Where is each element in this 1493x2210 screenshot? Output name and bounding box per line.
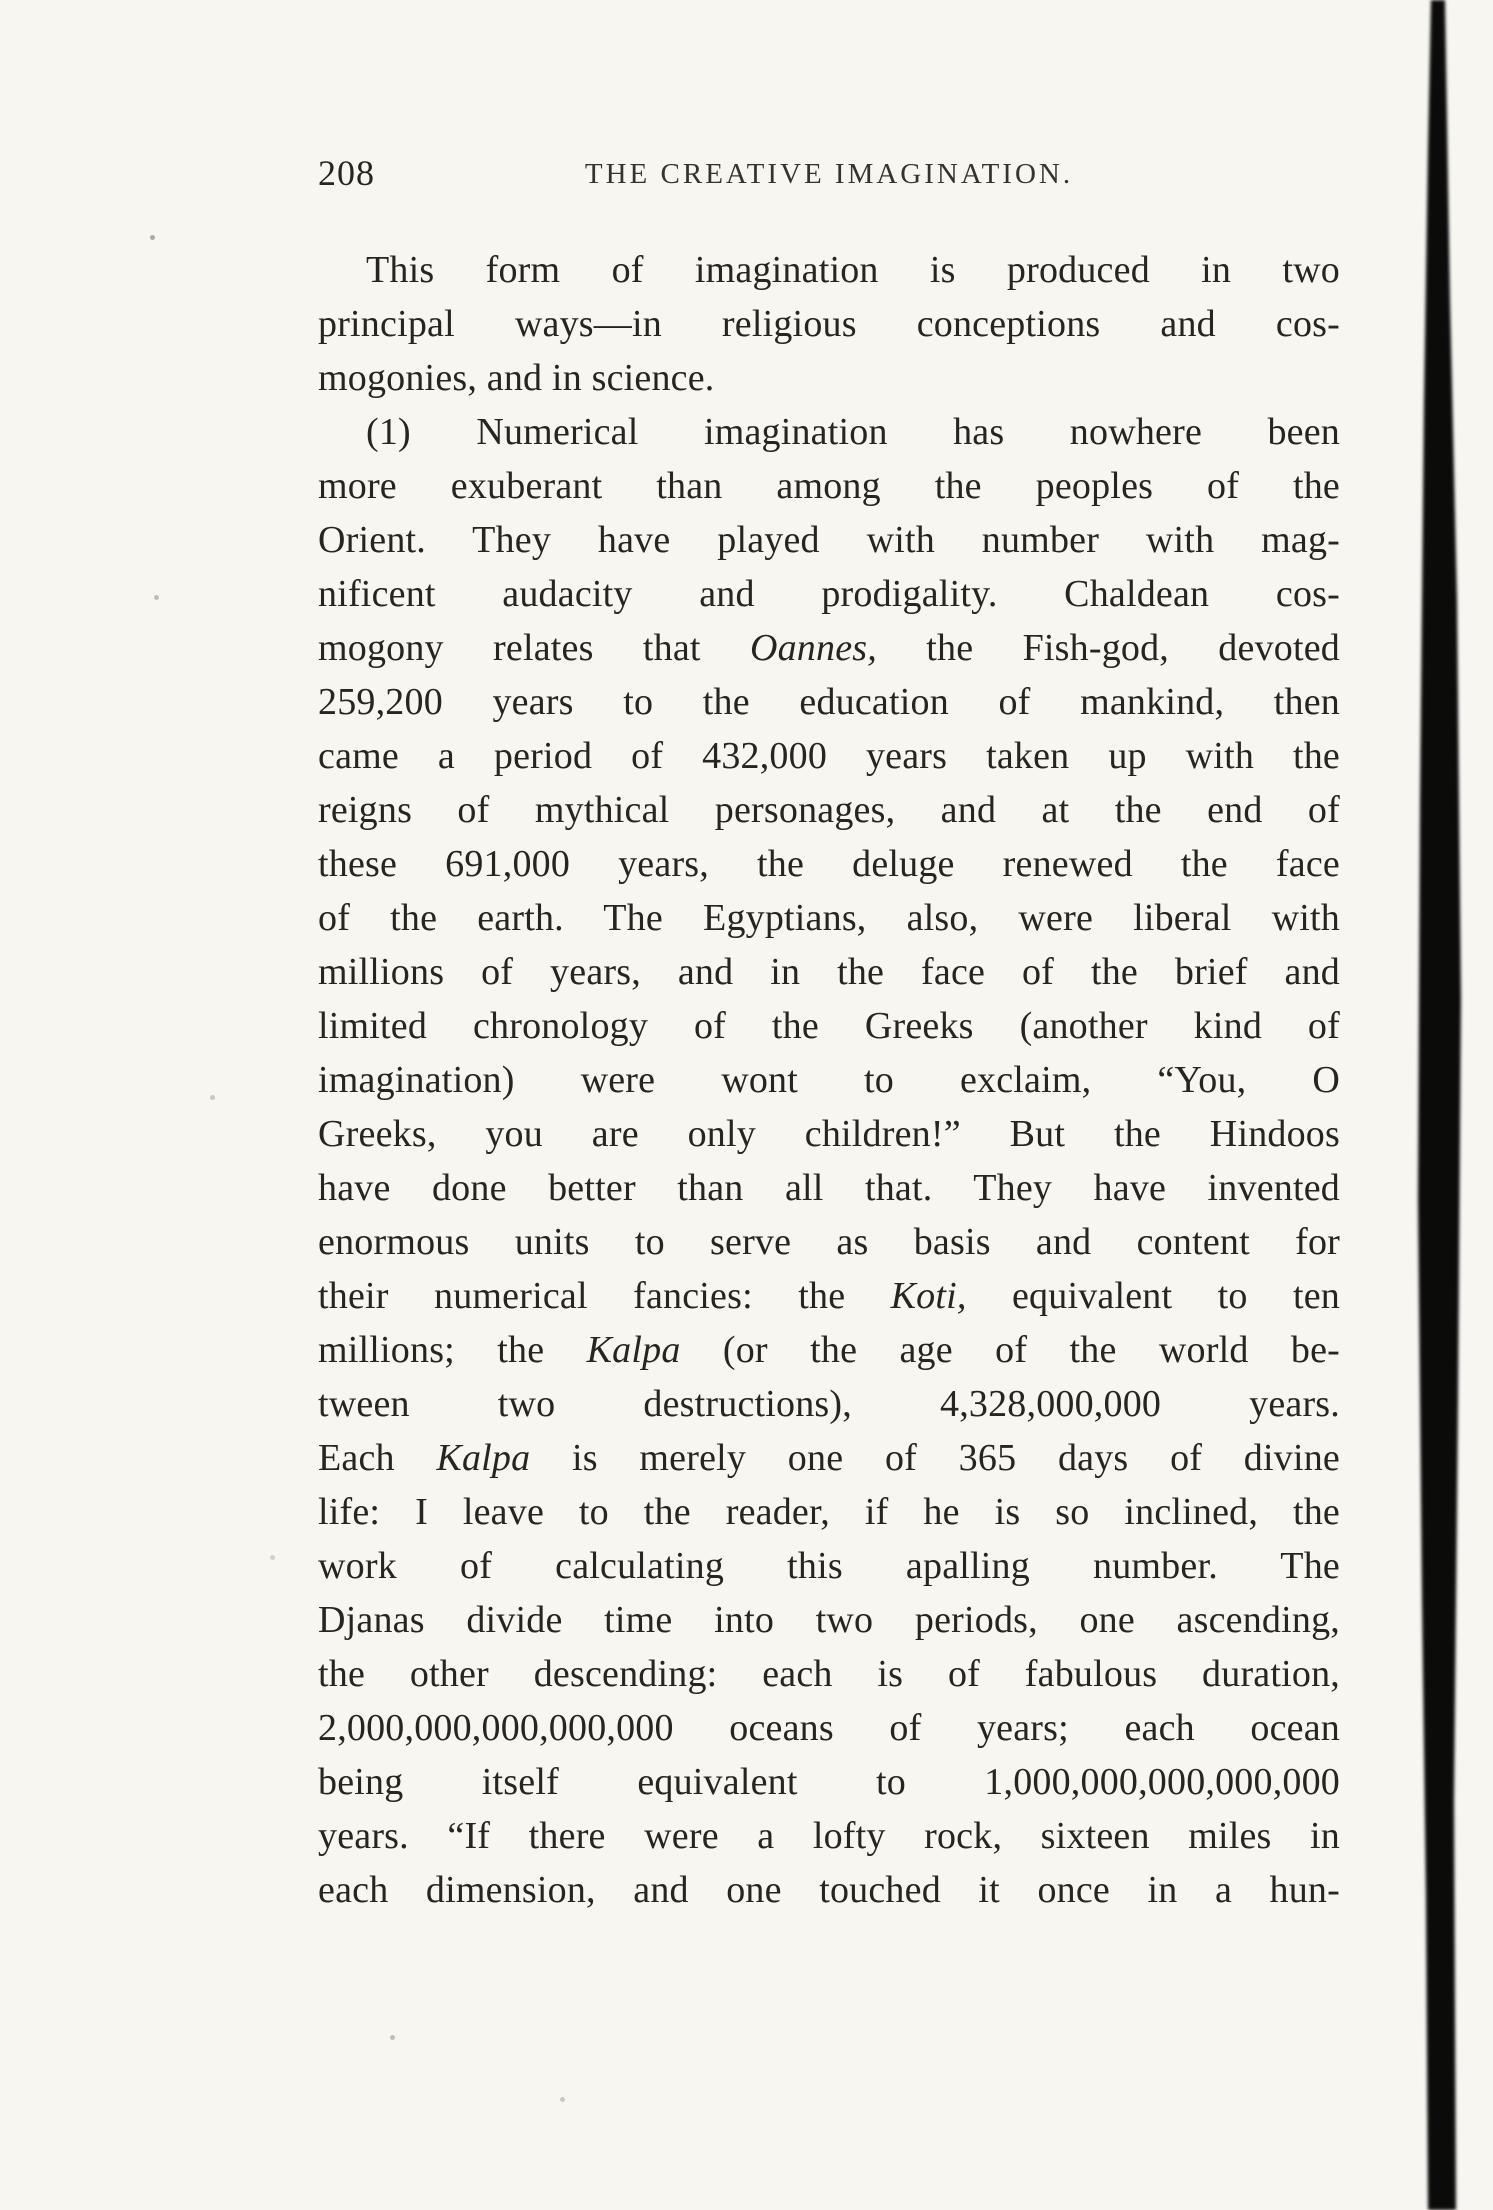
text-segment: Orient. They have played with number with mag-	[318, 519, 1340, 561]
text-segment: principal ways—in religious conceptions and cos-	[318, 303, 1340, 345]
text-line	[318, 1593, 1340, 1647]
text-segment: nificent audacity and prodigality. Chaldean cos-	[318, 573, 1340, 615]
italic-text-segment: Kalpa	[586, 1329, 681, 1371]
paragraph	[318, 243, 1340, 405]
text-line	[318, 1377, 1340, 1431]
text-segment: have done better than all that. They have invented	[318, 1167, 1340, 1209]
italic-text-segment: Oannes,	[749, 627, 877, 669]
text-segment: work of calculating this apalling number. The	[318, 1545, 1340, 1587]
text-segment: is merely one of 365 days of divine	[530, 1437, 1340, 1479]
scan-edge-band	[1395, 0, 1475, 2210]
text-segment: life: I leave to the reader, if he is so inclined, the	[318, 1491, 1340, 1533]
text-segment: (or the age of the world be-	[680, 1329, 1340, 1371]
text-segment: reigns of mythical personages, and at the end of	[318, 789, 1340, 831]
text-segment: came a period of 432,000 years taken up with the	[318, 735, 1340, 777]
text-segment: millions of years, and in the face of the brief and	[318, 951, 1340, 993]
text-segment: limited chronology of the Greeks (another kind of	[318, 1005, 1340, 1047]
text-segment: equivalent to ten	[966, 1275, 1340, 1317]
text-block	[318, 243, 1340, 1917]
paragraph	[318, 405, 1340, 1917]
text-line	[318, 243, 1340, 297]
text-line	[318, 999, 1340, 1053]
text-segment: mogony relates that	[318, 627, 750, 669]
page-header	[318, 152, 1340, 196]
text-line	[318, 513, 1340, 567]
text-line	[318, 1161, 1340, 1215]
text-line	[318, 945, 1340, 999]
page-number: 208	[318, 153, 375, 193]
text-segment: mogonies, and in science.	[318, 357, 715, 399]
text-line	[318, 1809, 1340, 1863]
text-segment: This form of imagination is produced in two	[366, 249, 1340, 291]
text-segment: their numerical fancies: the	[318, 1275, 891, 1317]
text-segment: imagination) were wont to exclaim, “You, O	[318, 1059, 1340, 1101]
text-segment: tween two destructions), 4,328,000,000 years.	[318, 1383, 1340, 1425]
text-line	[318, 405, 1340, 459]
text-line	[318, 621, 1340, 675]
text-line	[318, 1323, 1340, 1377]
scan-edge-band-shape	[1418, 0, 1461, 2210]
text-line	[318, 1863, 1340, 1917]
text-line	[318, 1269, 1340, 1323]
text-segment: enormous units to serve as basis and content for	[318, 1221, 1340, 1263]
text-segment: these 691,000 years, the deluge renewed the face	[318, 843, 1340, 885]
text-segment: the Fish-god, devoted	[876, 627, 1340, 669]
text-line	[318, 837, 1340, 891]
text-segment: years. “If there were a lofty rock, sixteen miles in	[318, 1815, 1340, 1857]
text-line	[318, 1431, 1340, 1485]
text-segment: 259,200 years to the education of mankind, then	[318, 681, 1340, 723]
text-segment: Djanas divide time into two periods, one ascending,	[318, 1599, 1340, 1641]
text-line	[318, 729, 1340, 783]
text-segment: more exuberant than among the peoples of the	[318, 465, 1340, 507]
italic-text-segment: Koti,	[890, 1275, 967, 1317]
text-segment: Greeks, you are only children!” But the Hindoos	[318, 1113, 1340, 1155]
text-segment: being itself equivalent to 1,000,000,000,000,000	[318, 1761, 1340, 1803]
text-line	[318, 351, 1340, 405]
text-line	[318, 891, 1340, 945]
text-line	[318, 297, 1340, 351]
text-line	[318, 1647, 1340, 1701]
text-line	[318, 1485, 1340, 1539]
text-line	[318, 1755, 1340, 1809]
text-line	[318, 1701, 1340, 1755]
text-line	[318, 1215, 1340, 1269]
text-line	[318, 1107, 1340, 1161]
text-segment: the other descending: each is of fabulous duration,	[318, 1653, 1340, 1695]
text-segment: 2,000,000,000,000,000 oceans of years; each ocean	[318, 1707, 1340, 1749]
text-line	[318, 1539, 1340, 1593]
text-line	[318, 1053, 1340, 1107]
text-segment: millions; the	[318, 1329, 587, 1371]
text-segment: each dimension, and one touched it once in a hun-	[318, 1869, 1340, 1911]
text-line	[318, 675, 1340, 729]
text-line	[318, 783, 1340, 837]
scan-specks	[150, 235, 155, 240]
running-title: THE CREATIVE IMAGINATION.	[584, 158, 1074, 190]
text-line	[318, 567, 1340, 621]
text-segment: Each	[318, 1437, 437, 1479]
italic-text-segment: Kalpa	[436, 1437, 531, 1479]
text-segment: of the earth. The Egyptians, also, were liberal with	[318, 897, 1340, 939]
text-line	[318, 459, 1340, 513]
text-segment: (1) Numerical imagination has nowhere been	[366, 411, 1340, 453]
